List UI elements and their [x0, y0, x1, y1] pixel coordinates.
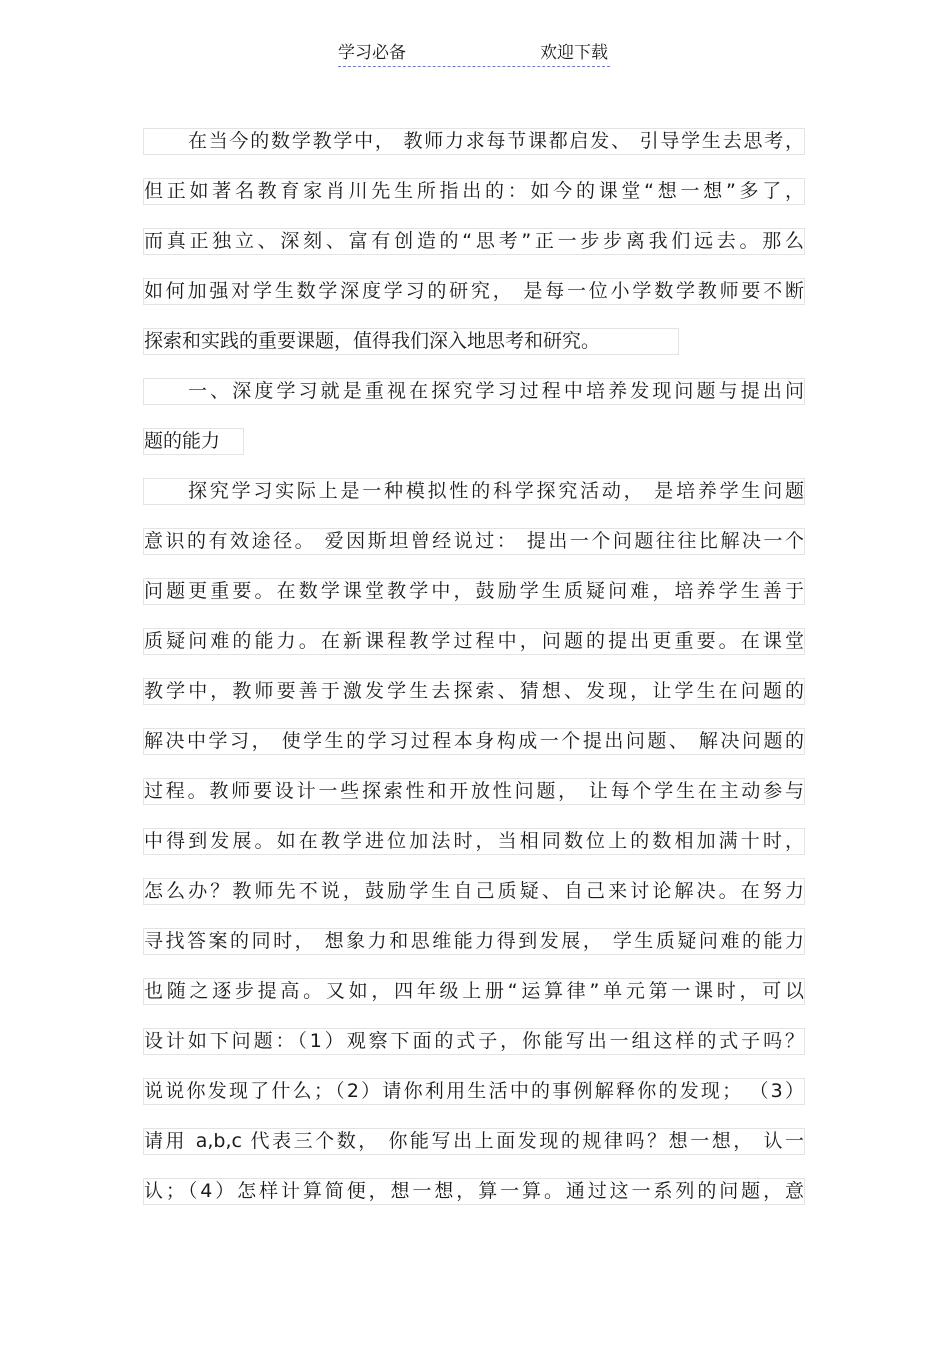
- section-heading-line: 题的能力: [143, 428, 244, 455]
- text-line: 认；（4）怎样计算简便，想一想，算一算。通过这一系列的问题，意: [143, 1178, 805, 1205]
- text-line: 说说你发现了什么；（2）请你利用生活中的事例解释你的发现； （3）: [143, 1078, 805, 1105]
- text-line: 寻找答案的同时， 想象力和思维能力得到发展， 学生质疑问难的能力: [143, 928, 805, 955]
- text-line: 意识的有效途径。 爱因斯坦曾经说过： 提出一个问题往往比解决一个: [143, 528, 805, 555]
- text-line: 教学中，教师要善于激发学生去探索、猜想、发现，让学生在问题的: [143, 678, 805, 705]
- text-line: 请用 a,b,c 代表三个数， 你能写出上面发现的规律吗？想一想， 认一: [143, 1128, 805, 1155]
- text-line: 如何加强对学生数学深度学习的研究， 是每一位小学数学教师要不断: [143, 278, 805, 305]
- text-line: 探索和实践的重要课题，值得我们深入地思考和研究。: [143, 328, 679, 355]
- text-line: 也随之逐步提高。又如，四年级上册“运算律”单元第一课时，可以: [143, 978, 805, 1005]
- text-line: 过程。教师要设计一些探索性和开放性问题， 让每个学生在主动参与: [143, 778, 805, 805]
- text-line: 质疑问难的能力。在新课程教学过程中，问题的提出更重要。在课堂: [143, 628, 805, 655]
- text-line: 中得到发展。如在教学进位加法时，当相同数位上的数相加满十时，: [143, 828, 805, 855]
- text-line: 解决中学习， 使学生的学习过程本身构成一个提出问题、 解决问题的: [143, 728, 805, 755]
- text-line: 问题更重要。在数学课堂教学中，鼓励学生质疑问难，培养学生善于: [143, 578, 805, 605]
- header-right-text: 欢迎下载: [540, 43, 608, 63]
- text-line: 设计如下问题：（1）观察下面的式子，你能写出一组这样的式子吗？: [143, 1028, 805, 1055]
- text-line: 而真正独立、深刻、富有创造的“思考”正一步步离我们远去。那么: [143, 228, 805, 255]
- section-heading-line: 一、深度学习就是重视在探究学习过程中培养发现问题与提出问: [143, 378, 805, 405]
- text-line: 在当今的数学教学中， 教师力求每节课都启发、 引导学生去思考，: [143, 128, 805, 155]
- header-left-text: 学习必备: [338, 43, 406, 63]
- text-line: 探究学习实际上是一种模拟性的科学探究活动， 是培养学生问题: [143, 478, 805, 505]
- text-line: 怎么办？教师先不说，鼓励学生自己质疑、自己来讨论解决。在努力: [143, 878, 805, 905]
- text-line: 但正如著名教育家肖川先生所指出的：如今的课堂“想一想”多了，: [143, 178, 805, 205]
